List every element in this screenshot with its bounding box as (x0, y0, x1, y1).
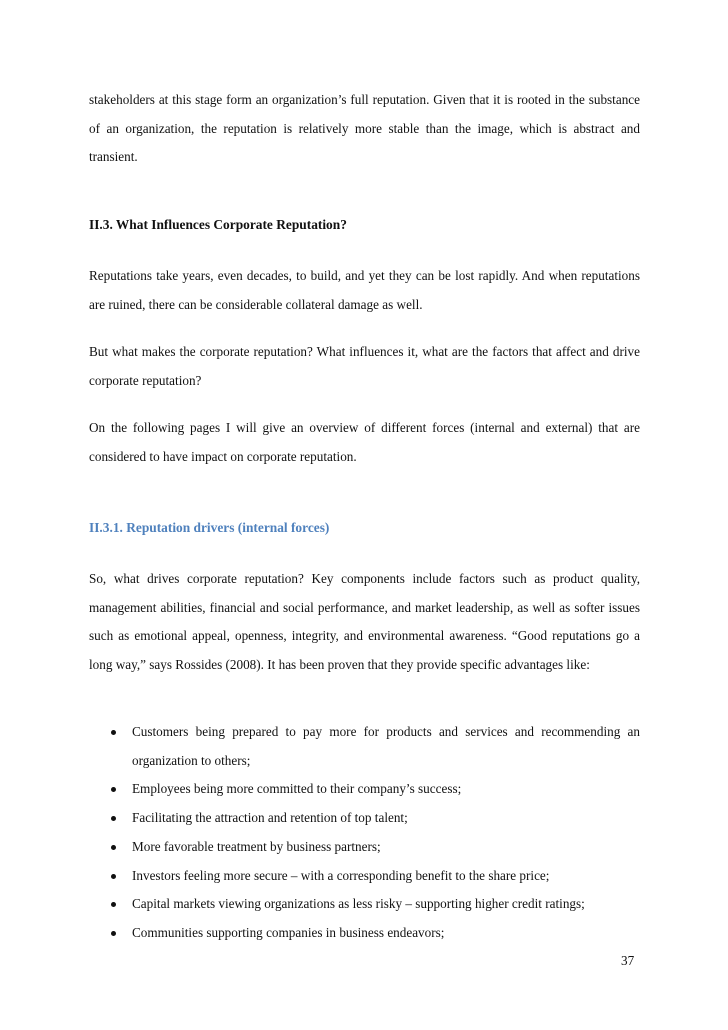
list-item-text: Communities supporting companies in business endeavors; (132, 924, 445, 940)
list-item-text: Facilitating the attraction and retention of top talent; (132, 810, 408, 826)
subsection-heading: II.3.1. Reputation drivers (internal forces) (89, 520, 330, 535)
list-item-text: More favorable treatment by business partners; (132, 838, 381, 854)
paragraph-what-makes: But what makes the corporate reputation? What influences it, what are the factors that affect and drive corporate reputation? (89, 344, 640, 388)
section-heading: II.3. What Influences Corporate Reputation? (89, 217, 347, 232)
bullet-icon (111, 874, 116, 879)
bullet-icon (111, 931, 116, 936)
list-item (89, 833, 640, 862)
bullet-icon (111, 816, 116, 821)
list-item (89, 862, 640, 891)
list-item-text: Capital markets viewing organizations as less risky – supporting higher credit ratings; (132, 896, 585, 912)
list-item (89, 775, 640, 804)
list-item-text: Customers being prepared to pay more for products and services and recommending an organization to others; (132, 724, 640, 768)
advantages-list (89, 718, 640, 948)
bullet-icon (111, 845, 116, 850)
page-number: 37 (621, 953, 635, 968)
paragraph-reputation-time: Reputations take years, even decades, to build, and yet they can be lost rapidly. And when reputations are ruined, there can be considerable collateral damage as well. (89, 268, 640, 312)
bullet-icon (111, 902, 116, 907)
list-item (89, 919, 640, 948)
list-item-text: Employees being more committed to their company’s success; (132, 781, 462, 797)
list-item (89, 718, 640, 775)
bullet-icon (111, 787, 116, 792)
intro-paragraph: stakeholders at this stage form an organization’s full reputation. Given that it is rooted in the substance of an organization, the reputation is relatively more stable than the image, which is abstract and transient. (89, 92, 640, 165)
paragraph-overview: On the following pages I will give an overview of different forces (internal and external) that are considered to have impact on corporate reputation. (89, 420, 640, 464)
list-item (89, 804, 640, 833)
list-item (89, 890, 640, 919)
bullet-icon (111, 730, 116, 735)
list-item-text: Investors feeling more secure – with a corresponding benefit to the share price; (132, 867, 550, 883)
paragraph-drivers: So, what drives corporate reputation? Key components include factors such as product quality, management abilities, financial and social performance, and market leadership, as well as softer issues such as emotional appeal, openness, integrity, and environmental awareness. “Good reputations go a long way,” says Rossides (2008). It has been proven that they provide specific advantages like: (89, 571, 640, 673)
